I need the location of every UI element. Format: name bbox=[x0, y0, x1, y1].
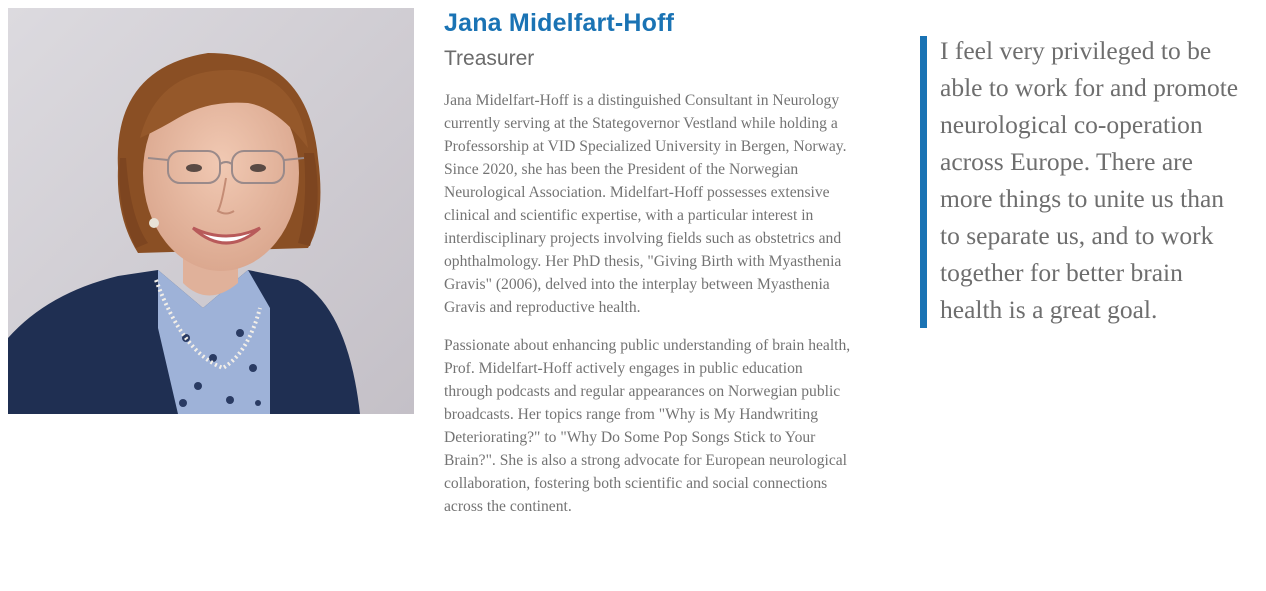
person-name: Jana Midelfart-Hoff bbox=[444, 9, 675, 37]
pull-quote-text: I feel very privileged to be able to work for and promote neurological co-operation across Europe. There are more things to unite us than to separate us, and to work together for better brain health is a great goal. bbox=[940, 36, 1239, 324]
bio-paragraph-1: Jana Midelfart-Hoff is a distinguished Consultant in Neurology currently serving at the Stategovernor Vestland while holding a Professorship at VID Specialized University in Bergen, Norway. Since 2020, she has been the President of the Norwegian Neurological Association. Midelfart-Hoff possesses extensive clinical and scientific expertise, with a particular interest in interdisciplinary projects involving fields such as obstetrics and ophthalmology. Her PhD thesis, "Giving Birth with Myasthenia Gravis" (2006), delved into the interplay between Myasthenia Gravis and reproductive health. bbox=[444, 92, 847, 316]
profile-bio bbox=[444, 8, 854, 518]
bio-paragraph-2: Passionate about enhancing public understanding of brain health, Prof. Midelfart-Hoff actively engages in public education through podcasts and regular appearances on Norwegian public broadcasts. Her topics range from "Why is My Handwriting Deteriorating?" to "Why Do Some Pop Songs Stick to Your Brain?". She is also a strong advocate for European neurological collaboration, fostering both scientific and social connections across the continent. bbox=[444, 337, 851, 515]
profile-photo bbox=[8, 8, 414, 414]
person-role: Treasurer bbox=[444, 47, 535, 70]
pull-quote bbox=[920, 36, 1240, 328]
